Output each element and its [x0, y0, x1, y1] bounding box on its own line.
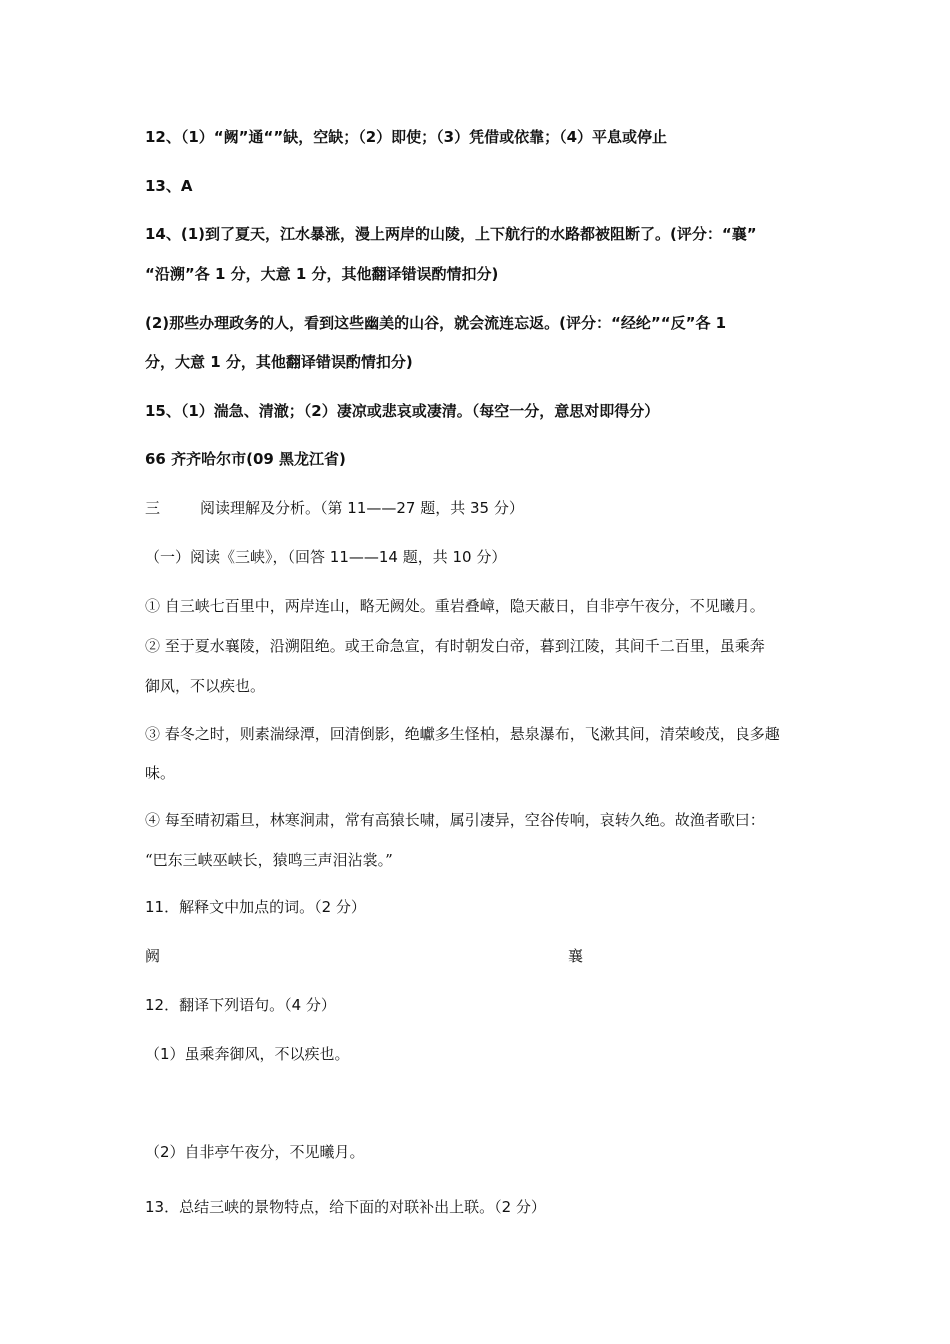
- question-12: 12．翻译下列语句。（4 分）: [145, 996, 336, 1014]
- passage-intro: （一）阅读《三峡》，（回答 11——14 题，共 10 分）: [145, 548, 507, 566]
- section-number: 三: [145, 499, 161, 517]
- answer-14-line-3: (2)那些办理政务的人，看到这些幽美的山谷，就会流连忘返。(评分：“经纶”“反”各 1: [145, 314, 727, 332]
- passage-paragraph-3-line-1: ③ 春冬之时，则素湍绿潭，回清倒影，绝巘多生怪柏，悬泉瀑布，飞漱其间，清荣峻茂，良多趣: [145, 725, 780, 743]
- question-11: 11．解释文中加点的词。（2 分）: [145, 898, 366, 916]
- answer-14-line-2: “沿溯”各 1 分，大意 1 分，其他翻译错误酌情扣分): [145, 265, 499, 283]
- question-12-sentence-1: （1）虽乘奔御风，不以疾也。: [145, 1045, 350, 1063]
- question-13: 13．总结三峡的景物特点，给下面的对联补出上联。（2 分）: [145, 1198, 546, 1216]
- question-12-sentence-2: （2）自非亭午夜分，不见曦月。: [145, 1143, 365, 1161]
- answer-12: 12、（1）“阙”通“”缺，空缺；（2）即使；（3）凭借或依靠；（4）平息或停止: [145, 128, 668, 146]
- passage-paragraph-1: ① 自三峡七百里中，两岸连山，略无阙处。重岩叠嶂，隐天蔽日，自非亭午夜分，不见曦月。: [145, 597, 765, 615]
- source-heading: 66 齐齐哈尔市(09 黑龙江省): [145, 450, 346, 468]
- question-11-word-1: 阙: [145, 947, 161, 965]
- answer-14-line-4: 分，大意 1 分，其他翻译错误酌情扣分): [145, 353, 413, 371]
- section-title: 阅读理解及分析。（第 11——27 题，共 35 分）: [200, 499, 524, 517]
- passage-paragraph-2-line-1: ② 至于夏水襄陵，沿溯阻绝。或王命急宣，有时朝发白帝，暮到江陵，其间千二百里，虽乘奔: [145, 637, 765, 655]
- passage-paragraph-4-line-2: “巴东三峡巫峡长，猿鸣三声泪沾裳。”: [145, 851, 393, 869]
- answer-14-line-1: 14、(1)到了夏天，江水暴涨，漫上两岸的山陵，上下航行的水路都被阻断了。(评分：“襄”: [145, 225, 757, 243]
- passage-paragraph-2-line-2: 御风，不以疾也。: [145, 677, 266, 695]
- passage-paragraph-3-line-2: 味。: [145, 764, 176, 782]
- passage-paragraph-4-line-1: ④ 每至晴初霜旦，林寒涧肃，常有高猿长啸，属引凄异，空谷传响，哀转久绝。故渔者歌曰：: [145, 811, 765, 829]
- section-heading: [145, 488, 815, 528]
- answer-15: 15、（1）湍急、清澈；（2）凄凉或悲哀或凄清。（每空一分，意思对即得分）: [145, 402, 660, 420]
- answer-13: 13、A: [145, 177, 193, 195]
- question-11-word-2: 襄: [568, 947, 584, 965]
